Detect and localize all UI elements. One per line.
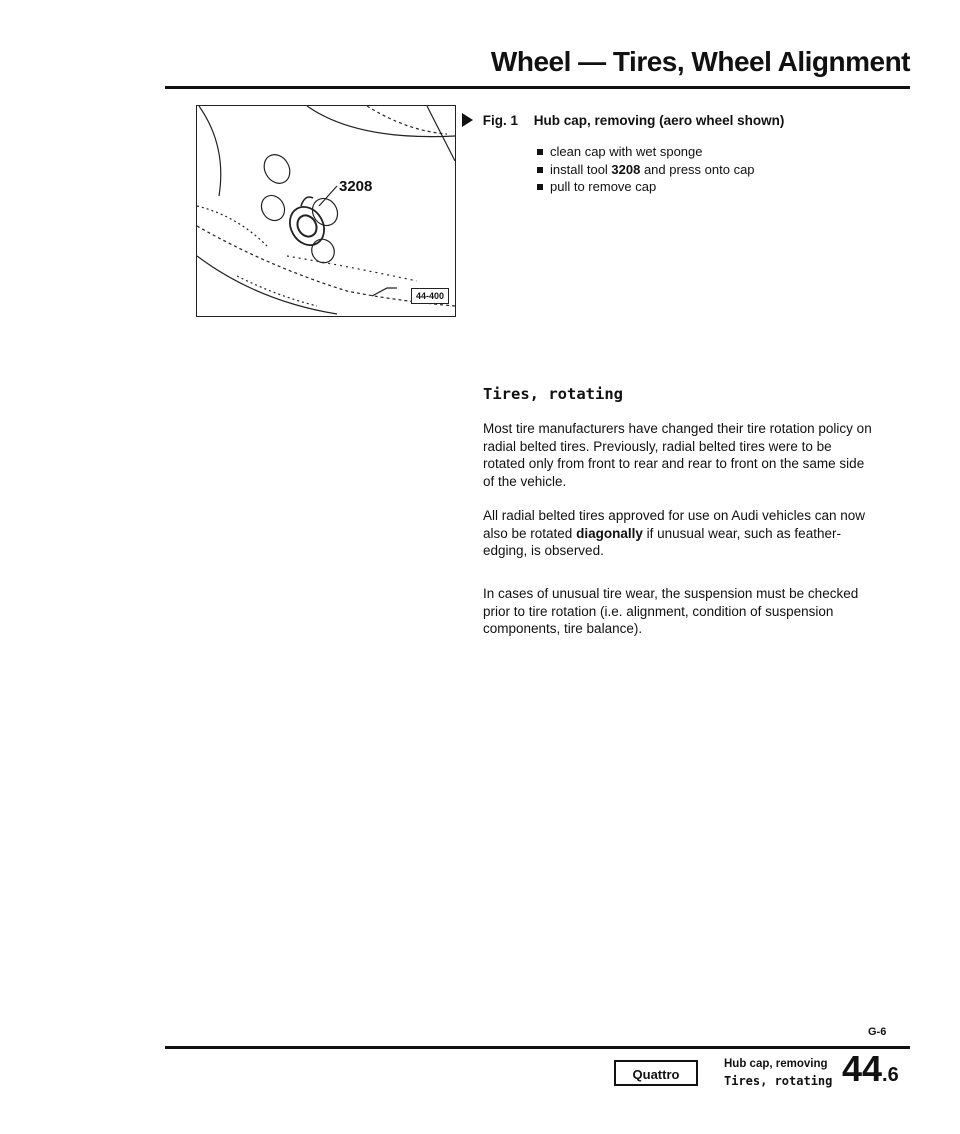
figure-caption [462,113,784,128]
arrow-right-icon [462,113,473,127]
paragraph: In cases of unusual tire wear, the suspension must be checked prior to tire rotation (i.e. alignment, condition of suspension components, tire balance). [483,586,859,636]
top-rule [165,86,910,89]
footer-topic: Hub cap, removing [724,1058,828,1070]
hub-cap-removal-illustration [197,106,455,316]
list-item: install tool 3208 and press onto cap [536,161,755,179]
figure-title: Hub cap, removing (aero wheel shown) [533,113,785,128]
paragraph: All radial belted tires approved for use on Audi vehicles can now also be rotated diagonally if unusual wear, such as feather-edging, is observed. [483,508,865,558]
section-heading: Tires, rotating [483,385,623,403]
figure-tool-label: 3208 [339,178,373,195]
model-box: Quattro [614,1060,698,1086]
footer-topic: Tires, rotating [724,1074,833,1088]
figure-number: Fig. 1 [482,113,519,128]
section-number: 44.6 [842,1048,899,1089]
list-item: clean cap with wet sponge [536,143,755,161]
step-list [536,143,755,196]
figure-hub-cap [196,105,456,317]
page-code: G-6 [868,1026,887,1038]
bottom-rule [165,1046,910,1049]
list-item: pull to remove cap [536,178,755,196]
footer-topics [724,1056,832,1090]
paragraph: Most tire manufacturers have changed their tire rotation policy on radial belted tires. Previously, radial belted tires were to be rotated only from front to rear and rear to front on the same side of the vehicle. [483,421,872,489]
header-title: Wheel — Tires, Wheel Alignment [490,46,910,77]
figure-code-box: 44-400 [411,288,449,304]
